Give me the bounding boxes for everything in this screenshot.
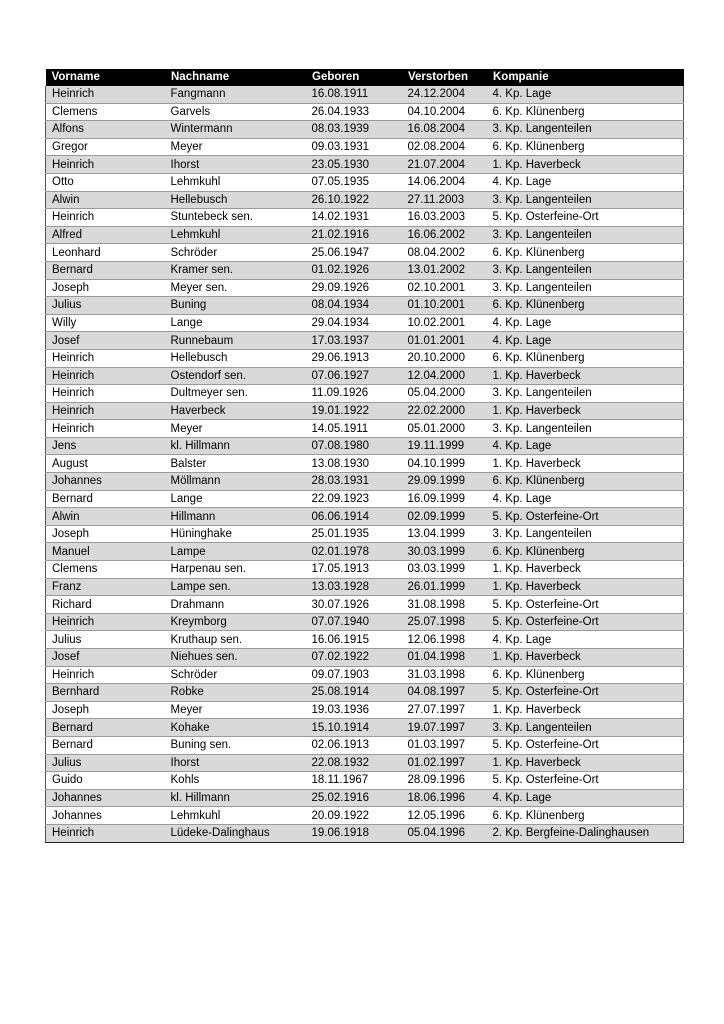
geboren-cell: 20.09.1922 xyxy=(302,807,400,825)
kompanie-cell: 4. Kp. Lage xyxy=(487,490,684,508)
kompanie-cell: 6. Kp. Klünenberg xyxy=(487,543,684,561)
geboren-cell: 22.09.1923 xyxy=(302,490,400,508)
table-row xyxy=(46,402,684,420)
vorname-cell: Joseph xyxy=(46,279,165,297)
vorname-cell: Heinrich xyxy=(46,156,165,174)
table-header xyxy=(46,69,684,86)
table-row xyxy=(46,736,684,754)
table-row xyxy=(46,666,684,684)
table-row xyxy=(46,314,684,332)
nachname-cell: Lampe sen. xyxy=(165,578,302,596)
nachname-cell: Kreymborg xyxy=(165,613,302,631)
verstorben-cell: 31.08.1998 xyxy=(400,596,487,614)
geboren-cell: 08.04.1934 xyxy=(302,297,400,315)
geboren-cell: 25.01.1935 xyxy=(302,525,400,543)
nachname-cell: Fangmann xyxy=(165,86,302,103)
kompanie-cell: 3. Kp. Langenteilen xyxy=(487,525,684,543)
verstorben-cell: 08.04.2002 xyxy=(400,244,487,262)
header-verstorben: Verstorben xyxy=(400,69,487,86)
kompanie-cell: 4. Kp. Lage xyxy=(487,332,684,350)
verstorben-cell: 20.10.2000 xyxy=(400,349,487,367)
table-row xyxy=(46,578,684,596)
table-row xyxy=(46,525,684,543)
vorname-cell: Johannes xyxy=(46,789,165,807)
table-row xyxy=(46,367,684,385)
nachname-cell: Garvels xyxy=(165,103,302,121)
nachname-cell: Runnebaum xyxy=(165,332,302,350)
geboren-cell: 29.04.1934 xyxy=(302,314,400,332)
kompanie-cell: 4. Kp. Lage xyxy=(487,789,684,807)
table-row xyxy=(46,297,684,315)
verstorben-cell: 04.10.2004 xyxy=(400,103,487,121)
geboren-cell: 25.02.1916 xyxy=(302,789,400,807)
nachname-cell: Lehmkuhl xyxy=(165,226,302,244)
vorname-cell: Heinrich xyxy=(46,209,165,227)
table-row xyxy=(46,596,684,614)
verstorben-cell: 14.06.2004 xyxy=(400,173,487,191)
geboren-cell: 02.01.1978 xyxy=(302,543,400,561)
verstorben-cell: 05.04.1996 xyxy=(400,824,487,842)
nachname-cell: Niehues sen. xyxy=(165,649,302,667)
nachname-cell: Meyer xyxy=(165,701,302,719)
nachname-cell: Kramer sen. xyxy=(165,261,302,279)
kompanie-cell: 4. Kp. Lage xyxy=(487,86,684,103)
table-row xyxy=(46,455,684,473)
nachname-cell: Lange xyxy=(165,314,302,332)
vorname-cell: Alfons xyxy=(46,121,165,139)
kompanie-cell: 6. Kp. Klünenberg xyxy=(487,138,684,156)
vorname-cell: Josef xyxy=(46,332,165,350)
nachname-cell: Buning xyxy=(165,297,302,315)
geboren-cell: 17.05.1913 xyxy=(302,561,400,579)
nachname-cell: Ihorst xyxy=(165,754,302,772)
geboren-cell: 29.09.1926 xyxy=(302,279,400,297)
kompanie-cell: 4. Kp. Lage xyxy=(487,631,684,649)
vorname-cell: Joseph xyxy=(46,525,165,543)
nachname-cell: Möllmann xyxy=(165,473,302,491)
geboren-cell: 19.06.1918 xyxy=(302,824,400,842)
vorname-cell: Heinrich xyxy=(46,613,165,631)
kompanie-cell: 5. Kp. Osterfeine-Ort xyxy=(487,772,684,790)
kompanie-cell: 1. Kp. Haverbeck xyxy=(487,649,684,667)
vorname-cell: Heinrich xyxy=(46,385,165,403)
table-row xyxy=(46,279,684,297)
kompanie-cell: 5. Kp. Osterfeine-Ort xyxy=(487,209,684,227)
nachname-cell: Hüninghake xyxy=(165,525,302,543)
table-row xyxy=(46,473,684,491)
vorname-cell: Heinrich xyxy=(46,86,165,103)
vorname-cell: Gregor xyxy=(46,138,165,156)
nachname-cell: Meyer xyxy=(165,420,302,438)
kompanie-cell: 3. Kp. Langenteilen xyxy=(487,121,684,139)
vorname-cell: Guido xyxy=(46,772,165,790)
vorname-cell: Jens xyxy=(46,437,165,455)
nachname-cell: Hillmann xyxy=(165,508,302,526)
vorname-cell: August xyxy=(46,455,165,473)
kompanie-cell: 5. Kp. Osterfeine-Ort xyxy=(487,684,684,702)
geboren-cell: 23.05.1930 xyxy=(302,156,400,174)
geboren-cell: 29.06.1913 xyxy=(302,349,400,367)
kompanie-cell: 5. Kp. Osterfeine-Ort xyxy=(487,613,684,631)
table-row xyxy=(46,156,684,174)
vorname-cell: Clemens xyxy=(46,561,165,579)
table-row xyxy=(46,824,684,842)
table-row xyxy=(46,332,684,350)
verstorben-cell: 29.09.1999 xyxy=(400,473,487,491)
verstorben-cell: 28.09.1996 xyxy=(400,772,487,790)
vorname-cell: Franz xyxy=(46,578,165,596)
table-row xyxy=(46,508,684,526)
geboren-cell: 21.02.1916 xyxy=(302,226,400,244)
table-body xyxy=(46,86,684,842)
header-row xyxy=(46,69,684,86)
verstorben-cell: 03.03.1999 xyxy=(400,561,487,579)
verstorben-cell: 24.12.2004 xyxy=(400,86,487,103)
geboren-cell: 02.06.1913 xyxy=(302,736,400,754)
geboren-cell: 16.08.1911 xyxy=(302,86,400,103)
table-row xyxy=(46,789,684,807)
kompanie-cell: 1. Kp. Haverbeck xyxy=(487,455,684,473)
kompanie-cell: 5. Kp. Osterfeine-Ort xyxy=(487,596,684,614)
verstorben-cell: 31.03.1998 xyxy=(400,666,487,684)
nachname-cell: Wintermann xyxy=(165,121,302,139)
table-row xyxy=(46,349,684,367)
vorname-cell: Johannes xyxy=(46,807,165,825)
kompanie-cell: 4. Kp. Lage xyxy=(487,314,684,332)
vorname-cell: Bernard xyxy=(46,490,165,508)
vorname-cell: Clemens xyxy=(46,103,165,121)
header-vorname: Vorname xyxy=(46,69,165,86)
table-row xyxy=(46,244,684,262)
verstorben-cell: 21.07.2004 xyxy=(400,156,487,174)
geboren-cell: 18.11.1967 xyxy=(302,772,400,790)
vorname-cell: Heinrich xyxy=(46,420,165,438)
verstorben-cell: 12.04.2000 xyxy=(400,367,487,385)
kompanie-cell: 6. Kp. Klünenberg xyxy=(487,297,684,315)
nachname-cell: Dultmeyer sen. xyxy=(165,385,302,403)
geboren-cell: 25.08.1914 xyxy=(302,684,400,702)
geboren-cell: 13.03.1928 xyxy=(302,578,400,596)
verstorben-cell: 30.03.1999 xyxy=(400,543,487,561)
nachname-cell: kl. Hillmann xyxy=(165,789,302,807)
table-row xyxy=(46,561,684,579)
geboren-cell: 17.03.1937 xyxy=(302,332,400,350)
kompanie-cell: 1. Kp. Haverbeck xyxy=(487,701,684,719)
nachname-cell: kl. Hillmann xyxy=(165,437,302,455)
verstorben-cell: 01.02.1997 xyxy=(400,754,487,772)
verstorben-cell: 01.03.1997 xyxy=(400,736,487,754)
verstorben-cell: 18.06.1996 xyxy=(400,789,487,807)
table-row xyxy=(46,138,684,156)
nachname-cell: Stuntebeck sen. xyxy=(165,209,302,227)
verstorben-cell: 12.05.1996 xyxy=(400,807,487,825)
vorname-cell: Heinrich xyxy=(46,367,165,385)
kompanie-cell: 3. Kp. Langenteilen xyxy=(487,719,684,737)
table-row xyxy=(46,631,684,649)
verstorben-cell: 19.11.1999 xyxy=(400,437,487,455)
vorname-cell: Julius xyxy=(46,297,165,315)
nachname-cell: Lange xyxy=(165,490,302,508)
kompanie-cell: 5. Kp. Osterfeine-Ort xyxy=(487,736,684,754)
verstorben-cell: 04.08.1997 xyxy=(400,684,487,702)
geboren-cell: 09.03.1931 xyxy=(302,138,400,156)
verstorben-cell: 22.02.2000 xyxy=(400,402,487,420)
geboren-cell: 30.07.1926 xyxy=(302,596,400,614)
geboren-cell: 07.06.1927 xyxy=(302,367,400,385)
geboren-cell: 16.06.1915 xyxy=(302,631,400,649)
table-row xyxy=(46,385,684,403)
table-row xyxy=(46,191,684,209)
kompanie-cell: 1. Kp. Haverbeck xyxy=(487,367,684,385)
geboren-cell: 28.03.1931 xyxy=(302,473,400,491)
vorname-cell: Heinrich xyxy=(46,349,165,367)
geboren-cell: 19.01.1922 xyxy=(302,402,400,420)
verstorben-cell: 01.01.2001 xyxy=(400,332,487,350)
nachname-cell: Drahmann xyxy=(165,596,302,614)
nachname-cell: Kruthaup sen. xyxy=(165,631,302,649)
table-row xyxy=(46,543,684,561)
kompanie-cell: 6. Kp. Klünenberg xyxy=(487,103,684,121)
verstorben-cell: 02.08.2004 xyxy=(400,138,487,156)
table-row xyxy=(46,173,684,191)
kompanie-cell: 6. Kp. Klünenberg xyxy=(487,349,684,367)
kompanie-cell: 4. Kp. Lage xyxy=(487,437,684,455)
geboren-cell: 13.08.1930 xyxy=(302,455,400,473)
geboren-cell: 07.07.1940 xyxy=(302,613,400,631)
geboren-cell: 01.02.1926 xyxy=(302,261,400,279)
table-row xyxy=(46,226,684,244)
geboren-cell: 09.07.1903 xyxy=(302,666,400,684)
kompanie-cell: 5. Kp. Osterfeine-Ort xyxy=(487,508,684,526)
nachname-cell: Ostendorf sen. xyxy=(165,367,302,385)
table-row xyxy=(46,209,684,227)
verstorben-cell: 27.07.1997 xyxy=(400,701,487,719)
verstorben-cell: 02.10.2001 xyxy=(400,279,487,297)
vorname-cell: Leonhard xyxy=(46,244,165,262)
verstorben-cell: 27.11.2003 xyxy=(400,191,487,209)
nachname-cell: Meyer sen. xyxy=(165,279,302,297)
members-table xyxy=(45,69,684,843)
vorname-cell: Julius xyxy=(46,631,165,649)
vorname-cell: Bernard xyxy=(46,736,165,754)
kompanie-cell: 3. Kp. Langenteilen xyxy=(487,385,684,403)
table-row xyxy=(46,437,684,455)
nachname-cell: Hellebusch xyxy=(165,349,302,367)
table-row xyxy=(46,772,684,790)
vorname-cell: Otto xyxy=(46,173,165,191)
table-row xyxy=(46,684,684,702)
kompanie-cell: 3. Kp. Langenteilen xyxy=(487,420,684,438)
geboren-cell: 26.04.1933 xyxy=(302,103,400,121)
table-row xyxy=(46,121,684,139)
kompanie-cell: 1. Kp. Haverbeck xyxy=(487,578,684,596)
vorname-cell: Bernard xyxy=(46,261,165,279)
verstorben-cell: 16.03.2003 xyxy=(400,209,487,227)
verstorben-cell: 16.09.1999 xyxy=(400,490,487,508)
verstorben-cell: 01.04.1998 xyxy=(400,649,487,667)
geboren-cell: 07.05.1935 xyxy=(302,173,400,191)
vorname-cell: Alwin xyxy=(46,191,165,209)
vorname-cell: Heinrich xyxy=(46,824,165,842)
verstorben-cell: 10.02.2001 xyxy=(400,314,487,332)
nachname-cell: Haverbeck xyxy=(165,402,302,420)
nachname-cell: Schröder xyxy=(165,666,302,684)
header-kompanie: Kompanie xyxy=(487,69,684,86)
header-nachname: Nachname xyxy=(165,69,302,86)
nachname-cell: Kohls xyxy=(165,772,302,790)
vorname-cell: Bernard xyxy=(46,719,165,737)
table-row xyxy=(46,103,684,121)
nachname-cell: Lehmkuhl xyxy=(165,807,302,825)
nachname-cell: Lehmkuhl xyxy=(165,173,302,191)
kompanie-cell: 2. Kp. Bergfeine-Dalinghausen xyxy=(487,824,684,842)
geboren-cell: 06.06.1914 xyxy=(302,508,400,526)
table-row xyxy=(46,261,684,279)
vorname-cell: Heinrich xyxy=(46,402,165,420)
vorname-cell: Manuel xyxy=(46,543,165,561)
kompanie-cell: 3. Kp. Langenteilen xyxy=(487,261,684,279)
verstorben-cell: 01.10.2001 xyxy=(400,297,487,315)
nachname-cell: Lampe xyxy=(165,543,302,561)
verstorben-cell: 05.04.2000 xyxy=(400,385,487,403)
vorname-cell: Josef xyxy=(46,649,165,667)
geboren-cell: 15.10.1914 xyxy=(302,719,400,737)
verstorben-cell: 04.10.1999 xyxy=(400,455,487,473)
vorname-cell: Alwin xyxy=(46,508,165,526)
verstorben-cell: 12.06.1998 xyxy=(400,631,487,649)
geboren-cell: 25.06.1947 xyxy=(302,244,400,262)
nachname-cell: Schröder xyxy=(165,244,302,262)
table-row xyxy=(46,613,684,631)
verstorben-cell: 16.06.2002 xyxy=(400,226,487,244)
vorname-cell: Richard xyxy=(46,596,165,614)
nachname-cell: Balster xyxy=(165,455,302,473)
kompanie-cell: 1. Kp. Haverbeck xyxy=(487,156,684,174)
table-row xyxy=(46,719,684,737)
table-row xyxy=(46,420,684,438)
vorname-cell: Joseph xyxy=(46,701,165,719)
kompanie-cell: 6. Kp. Klünenberg xyxy=(487,244,684,262)
vorname-cell: Julius xyxy=(46,754,165,772)
nachname-cell: Lüdeke-Dalinghaus xyxy=(165,824,302,842)
kompanie-cell: 4. Kp. Lage xyxy=(487,173,684,191)
vorname-cell: Johannes xyxy=(46,473,165,491)
nachname-cell: Ihorst xyxy=(165,156,302,174)
kompanie-cell: 1. Kp. Haverbeck xyxy=(487,754,684,772)
nachname-cell: Kohake xyxy=(165,719,302,737)
verstorben-cell: 13.01.2002 xyxy=(400,261,487,279)
geboren-cell: 14.02.1931 xyxy=(302,209,400,227)
geboren-cell: 11.09.1926 xyxy=(302,385,400,403)
geboren-cell: 08.03.1939 xyxy=(302,121,400,139)
vorname-cell: Heinrich xyxy=(46,666,165,684)
kompanie-cell: 6. Kp. Klünenberg xyxy=(487,807,684,825)
table-row xyxy=(46,701,684,719)
vorname-cell: Bernhard xyxy=(46,684,165,702)
verstorben-cell: 16.08.2004 xyxy=(400,121,487,139)
vorname-cell: Willy xyxy=(46,314,165,332)
kompanie-cell: 3. Kp. Langenteilen xyxy=(487,191,684,209)
nachname-cell: Buning sen. xyxy=(165,736,302,754)
nachname-cell: Harpenau sen. xyxy=(165,561,302,579)
nachname-cell: Hellebusch xyxy=(165,191,302,209)
verstorben-cell: 05.01.2000 xyxy=(400,420,487,438)
kompanie-cell: 3. Kp. Langenteilen xyxy=(487,279,684,297)
geboren-cell: 07.02.1922 xyxy=(302,649,400,667)
geboren-cell: 14.05.1911 xyxy=(302,420,400,438)
table-row xyxy=(46,86,684,103)
kompanie-cell: 6. Kp. Klünenberg xyxy=(487,473,684,491)
verstorben-cell: 19.07.1997 xyxy=(400,719,487,737)
nachname-cell: Robke xyxy=(165,684,302,702)
table-row xyxy=(46,754,684,772)
table-row xyxy=(46,649,684,667)
header-geboren: Geboren xyxy=(302,69,400,86)
kompanie-cell: 3. Kp. Langenteilen xyxy=(487,226,684,244)
kompanie-cell: 6. Kp. Klünenberg xyxy=(487,666,684,684)
verstorben-cell: 02.09.1999 xyxy=(400,508,487,526)
geboren-cell: 22.08.1932 xyxy=(302,754,400,772)
verstorben-cell: 25.07.1998 xyxy=(400,613,487,631)
kompanie-cell: 1. Kp. Haverbeck xyxy=(487,561,684,579)
geboren-cell: 19.03.1936 xyxy=(302,701,400,719)
nachname-cell: Meyer xyxy=(165,138,302,156)
geboren-cell: 26.10.1922 xyxy=(302,191,400,209)
table-row xyxy=(46,807,684,825)
kompanie-cell: 1. Kp. Haverbeck xyxy=(487,402,684,420)
verstorben-cell: 13.04.1999 xyxy=(400,525,487,543)
geboren-cell: 07.08.1980 xyxy=(302,437,400,455)
table-row xyxy=(46,490,684,508)
vorname-cell: Alfred xyxy=(46,226,165,244)
verstorben-cell: 26.01.1999 xyxy=(400,578,487,596)
